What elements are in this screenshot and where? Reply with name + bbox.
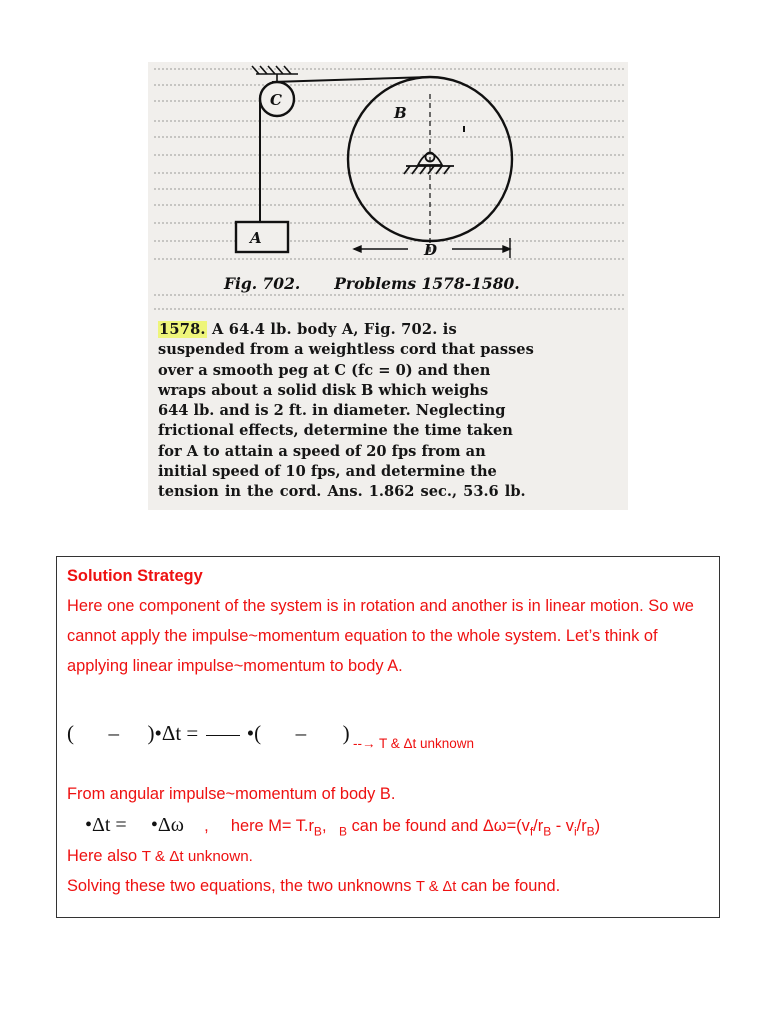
problem-number-highlight: 1578. <box>159 321 206 338</box>
solution-strategy-box <box>56 556 720 918</box>
eq2-sub: f <box>529 824 534 839</box>
angular-impulse-equation <box>85 814 600 838</box>
line4-unknowns: T & Δt <box>415 879 457 895</box>
angular-impulse-heading: From angular impulse~momentum of body B. <box>67 785 396 803</box>
line4-lead: Solving these two equations, the two unknowns <box>67 877 416 895</box>
label-c: C <box>270 91 282 109</box>
caption-fig: Fig. 702. <box>224 274 301 293</box>
line4-tail: can be found. <box>456 877 561 895</box>
problem-line: wraps about a solid disk B which weighs <box>158 381 489 399</box>
eq2-sub: B <box>586 824 595 839</box>
linear-impulse-equation <box>67 721 350 746</box>
label-d: D <box>424 241 438 259</box>
problem-line-text: A 64.4 lb. body A, Fig. 702. is <box>206 321 457 338</box>
eq2-text: ) <box>594 817 601 835</box>
eq1-unknowns-note: --→ T & Δt unknown <box>353 736 475 751</box>
label-b: B <box>394 104 407 122</box>
also-unknown-line <box>67 847 253 866</box>
eq1-open-paren: ( <box>67 721 74 745</box>
eq1-minus: – <box>295 721 307 745</box>
problem-line: suspended from a weightless cord that passes <box>158 341 534 359</box>
problem-line: 644 lb. and is 2 ft. in diameter. Neglecting <box>158 402 506 420</box>
problem-line: over a smooth peg at C (fc = 0) and then <box>158 361 491 379</box>
eq1-close-paren: ) <box>342 721 350 745</box>
eq1-dt: )•Δt = <box>147 721 199 745</box>
eq2-text: /r <box>533 817 544 835</box>
eq2-domega: •Δω <box>150 814 184 836</box>
caption-problems: Problems 1578-1580. <box>334 274 520 293</box>
eq2-sub: B <box>313 824 322 839</box>
conclusion-line <box>67 877 560 896</box>
problem-line: frictional effects, determine the time taken <box>158 422 513 440</box>
line3-lead: Here also <box>67 847 142 865</box>
eq2-description <box>230 817 601 839</box>
problem-line: for A to attain a speed of 20 fps from an <box>158 442 486 460</box>
label-a: A <box>250 229 262 247</box>
eq2-dt: •Δt = <box>85 814 127 836</box>
problem-line: initial speed of 10 fps, and determine the <box>158 463 497 481</box>
eq2-text: here M= T.r <box>230 817 314 835</box>
problem-text <box>158 320 620 503</box>
body-a <box>236 222 288 252</box>
eq2-text: /r <box>576 817 587 835</box>
eq2-sub: B <box>339 824 348 839</box>
eq2-text: can be found and Δω=(v <box>347 817 530 835</box>
eq1-fraction-bar <box>206 735 240 736</box>
eq2-text: , <box>321 817 332 835</box>
eq2-sub: i <box>573 824 577 839</box>
line3-unknowns: T & Δt unknown. <box>141 848 253 865</box>
eq2-comma: , <box>204 817 209 835</box>
pulley-diagram <box>148 62 628 277</box>
eq2-text: - v <box>551 817 574 835</box>
disk-bearing <box>404 153 454 175</box>
problem-line-answer: tension in the cord. Ans. 1.862 sec., 53.6 lb. <box>158 483 526 501</box>
eq2-sub: B <box>543 824 552 839</box>
solution-intro <box>67 561 715 681</box>
solution-paragraph: Here one component of the system is in rotation and another is in linear motion. So we cannot apply the impulse~momentum equation to the whole system. Let’s think of applying linear impulse~momentum to body A. <box>67 597 694 675</box>
eq1-minus: – <box>108 721 119 745</box>
figure-caption <box>224 274 624 293</box>
scanned-problem-figure <box>148 62 628 510</box>
solution-title: Solution Strategy <box>67 567 203 585</box>
problem-line <box>158 320 620 340</box>
eq1-dot-paren: •( <box>246 721 262 745</box>
